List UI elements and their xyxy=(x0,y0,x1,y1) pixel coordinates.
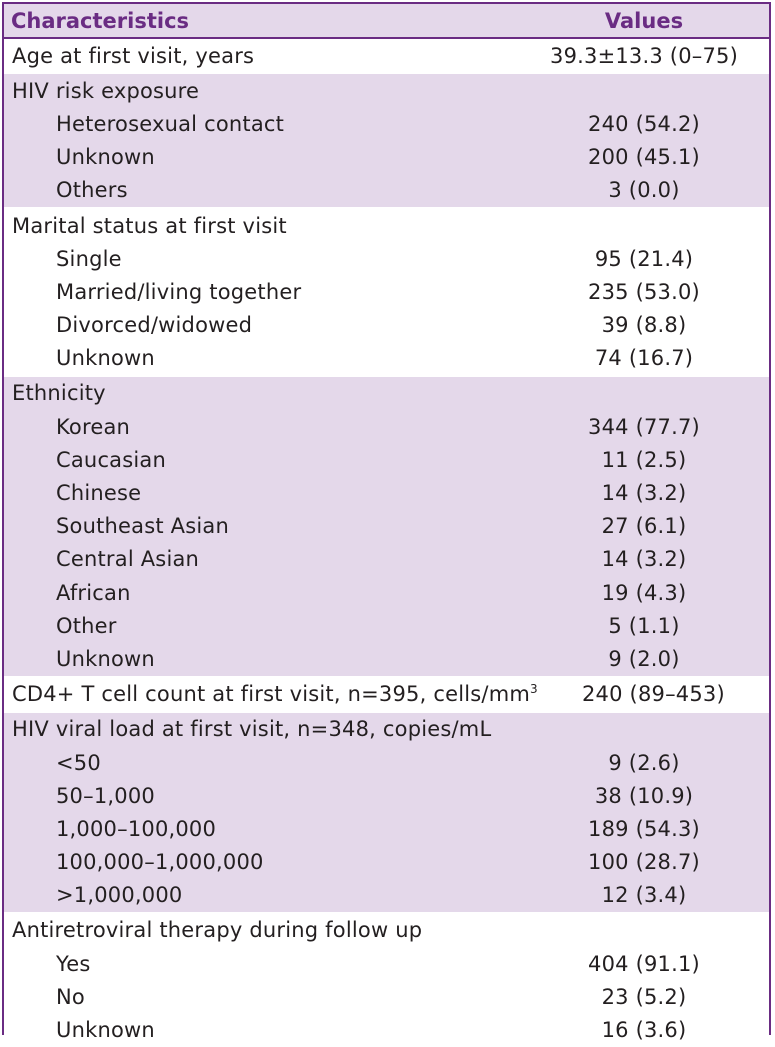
row-value: 39 (8.8) xyxy=(601,313,687,338)
row-value: 27 (6.1) xyxy=(601,514,687,539)
row-value: 100 (28.7) xyxy=(588,850,700,875)
row-label: Yes xyxy=(56,951,91,976)
table-row xyxy=(4,543,769,576)
table-row xyxy=(4,779,769,812)
table-row xyxy=(4,980,769,1013)
cd4-label-text: CD4+ T cell count at first visit, n=395, cells/mm xyxy=(12,682,531,707)
row-value: 95 (21.4) xyxy=(594,246,694,271)
row-value: 240 (54.2) xyxy=(588,111,700,136)
table-row xyxy=(4,812,769,845)
group-antiretroviral-therapy xyxy=(4,914,769,1047)
row-label: 100,000–1,000,000 xyxy=(56,850,264,875)
table-row xyxy=(4,242,769,275)
header-characteristics: Characteristics xyxy=(11,8,190,33)
table-row xyxy=(4,576,769,609)
table-row xyxy=(4,275,769,308)
table-row xyxy=(4,410,769,443)
row-label: Age at first visit, years xyxy=(12,43,255,68)
row-label: No xyxy=(56,984,85,1009)
row-value: 9 (2.6) xyxy=(608,750,680,775)
group-label: HIV risk exposure xyxy=(12,78,200,103)
table-row xyxy=(4,443,769,476)
group-cd4 xyxy=(4,678,769,713)
row-label: Unknown xyxy=(56,145,155,170)
row-value: 14 (3.2) xyxy=(601,481,687,506)
row-label: 1,000–100,000 xyxy=(56,816,217,841)
table-row xyxy=(4,107,769,140)
row-label: Central Asian xyxy=(56,547,200,572)
row-label: Caucasian xyxy=(56,447,167,472)
row-value: 189 (54.3) xyxy=(588,816,700,841)
row-value: 19 (4.3) xyxy=(601,580,687,605)
row-label: Married/living together xyxy=(56,279,302,304)
row-label: Single xyxy=(56,246,122,271)
table-row xyxy=(4,846,769,879)
row-value: 74 (16.7) xyxy=(594,346,694,371)
row-value: 12 (3.4) xyxy=(601,883,687,908)
cd4-unit-superscript: 3 xyxy=(530,682,538,697)
row-label: Unknown xyxy=(56,346,155,371)
row-label: African xyxy=(56,580,131,605)
row-label xyxy=(4,682,538,706)
group-heading-row xyxy=(4,377,769,410)
table-row xyxy=(4,1013,769,1046)
table-row xyxy=(4,342,769,375)
row-value: 404 (91.1) xyxy=(588,951,700,976)
table-row xyxy=(4,879,769,912)
row-value: 38 (10.9) xyxy=(594,783,694,808)
row-label: Unknown xyxy=(56,1018,155,1043)
table-row xyxy=(4,947,769,980)
table-row xyxy=(4,678,769,711)
table-header xyxy=(4,4,769,39)
table-row xyxy=(4,174,769,207)
row-value: 23 (5.2) xyxy=(601,984,687,1009)
row-label: >1,000,000 xyxy=(56,883,183,908)
row-value: 39.3±13.3 (0–75) xyxy=(550,43,738,68)
row-label: <50 xyxy=(56,750,101,775)
row-value: 235 (53.0) xyxy=(588,279,700,304)
row-label: Divorced/widowed xyxy=(56,313,253,338)
characteristics-table xyxy=(2,2,771,1043)
group-heading-row xyxy=(4,713,769,746)
group-label: HIV viral load at first visit, n=348, copies/mL xyxy=(12,717,492,742)
table-row xyxy=(4,476,769,509)
row-value: 14 (3.2) xyxy=(601,547,687,572)
row-label: Others xyxy=(56,178,128,203)
table-row xyxy=(4,642,769,675)
header-values: Values xyxy=(604,8,684,33)
group-label: Antiretroviral therapy during follow up xyxy=(12,918,423,943)
row-label: Other xyxy=(56,613,117,638)
row-label: Korean xyxy=(56,414,131,439)
group-marital-status xyxy=(4,209,769,377)
group-heading-row xyxy=(4,209,769,242)
row-value: 3 (0.0) xyxy=(608,178,680,203)
group-heading-row xyxy=(4,914,769,947)
table-row xyxy=(4,309,769,342)
row-label: Unknown xyxy=(56,646,155,671)
group-ethnicity xyxy=(4,377,769,678)
group-label: Marital status at first visit xyxy=(12,213,287,238)
table-row xyxy=(4,510,769,543)
group-viral-load xyxy=(4,713,769,914)
group-heading-row xyxy=(4,74,769,107)
row-value: 9 (2.0) xyxy=(608,646,680,671)
row-label: Heterosexual contact xyxy=(56,111,285,136)
table-row xyxy=(4,609,769,642)
row-value: 16 (3.6) xyxy=(601,1018,687,1043)
table-row xyxy=(4,141,769,174)
row-label: Southeast Asian xyxy=(56,514,229,539)
row-value: 200 (45.1) xyxy=(588,145,700,170)
row-label: 50–1,000 xyxy=(56,783,155,808)
row-value: 344 (77.7) xyxy=(588,414,700,439)
group-risk-exposure xyxy=(4,74,769,209)
group-age xyxy=(4,39,769,74)
row-value: 5 (1.1) xyxy=(608,613,680,638)
group-label: Ethnicity xyxy=(12,381,106,406)
row-label: Chinese xyxy=(56,481,142,506)
table-row xyxy=(4,39,769,72)
row-value: 240 (89–453) xyxy=(582,682,725,707)
table-row xyxy=(4,746,769,779)
row-value: 11 (2.5) xyxy=(601,447,687,472)
